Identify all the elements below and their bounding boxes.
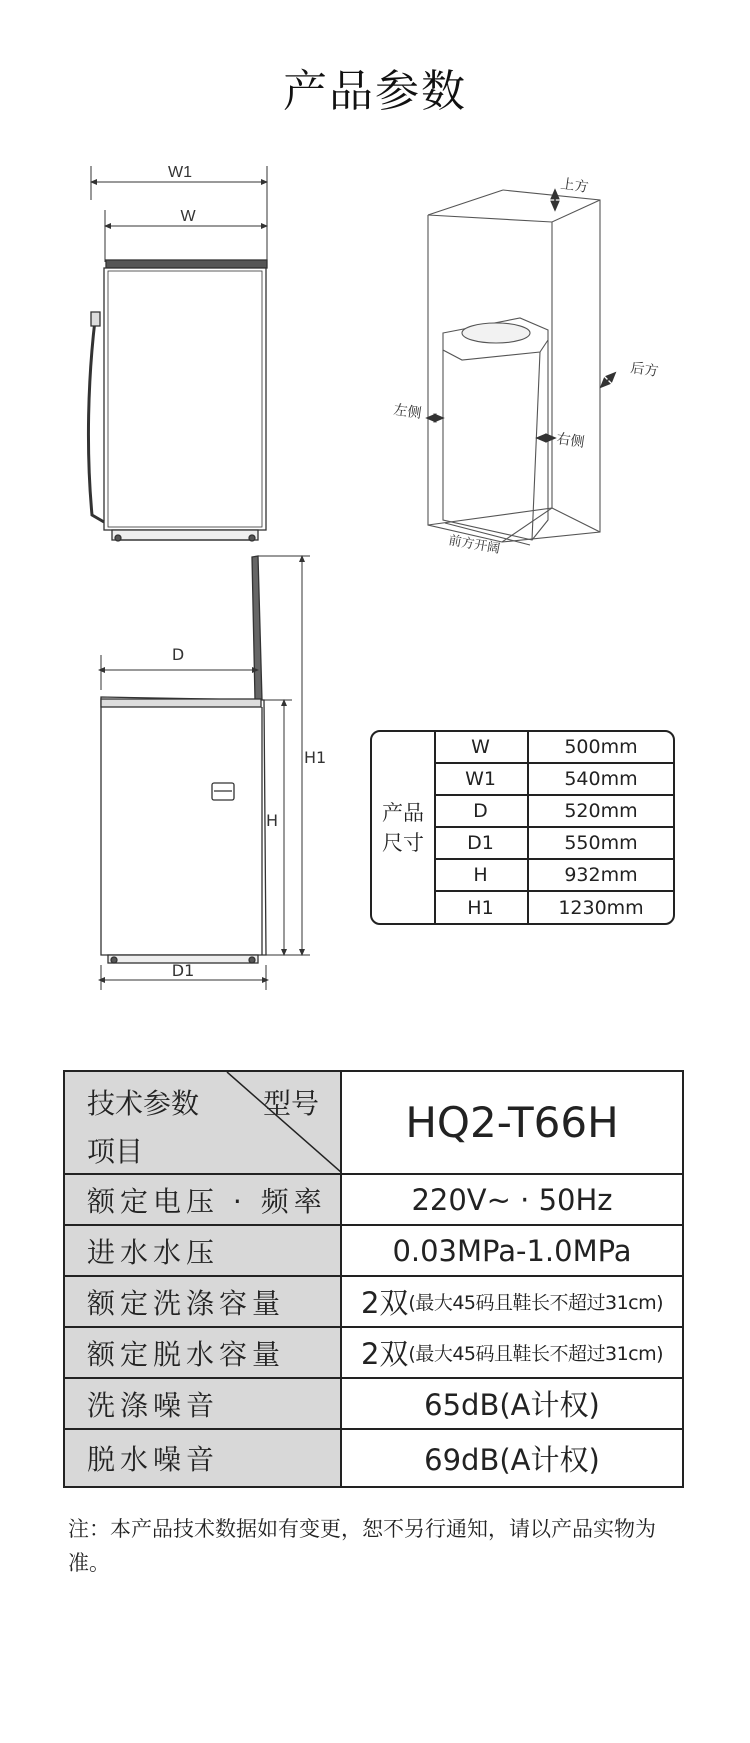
front-view-drawing: [88, 166, 267, 541]
spec-row: [65, 1175, 682, 1226]
spec-value: [342, 1277, 682, 1326]
dimension-key: D1: [434, 828, 529, 858]
spec-value-text: 2双: [360, 1286, 409, 1320]
spec-name: 脱水噪音: [65, 1430, 342, 1486]
spec-row: [65, 1226, 682, 1277]
dimension-value: 540mm: [564, 768, 638, 790]
spec-name: 洗涤噪音: [65, 1379, 342, 1428]
model-number: HQ2-T66H: [342, 1072, 682, 1173]
spec-header-corner: [65, 1072, 342, 1173]
spec-value-text: 69dB(A计权): [424, 1442, 600, 1477]
installation-space-drawing: [428, 190, 600, 545]
disclaimer-note: 注：本产品技术数据如有变更，恕不另行通知，请以产品实物为准。: [68, 1517, 656, 1575]
spec-value-text: 220V~ · 50Hz: [411, 1182, 613, 1217]
spec-row: [65, 1430, 682, 1486]
space-label-left: 左侧: [392, 402, 423, 422]
dimension-value: 550mm: [564, 832, 638, 854]
spec-value: [342, 1226, 682, 1275]
dimension-table: [370, 730, 675, 925]
dimension-key: H1: [434, 892, 529, 923]
spec-row: [65, 1277, 682, 1328]
dimension-value: 500mm: [564, 736, 638, 758]
spec-row: [65, 1328, 682, 1379]
space-label-top: 上方: [559, 176, 590, 196]
spec-value: [342, 1379, 682, 1428]
space-label-front: 前方开阔: [447, 533, 502, 557]
spec-name: 额定洗涤容量: [65, 1277, 342, 1326]
dimension-label-line2: 尺寸: [382, 830, 424, 855]
space-label-back: 后方: [629, 360, 660, 380]
page-title: 产品参数: [283, 66, 467, 117]
dim-label-w: W: [180, 208, 196, 225]
header-model-label: 型号: [263, 1087, 320, 1120]
spec-name: 额定电压 · 频率: [65, 1175, 342, 1224]
header-item-label: 项目: [87, 1135, 144, 1168]
dimension-key: D: [434, 796, 529, 826]
spec-value: [342, 1430, 682, 1486]
dimension-row: [434, 892, 673, 923]
dim-label-h: H: [265, 811, 278, 830]
side-view-drawing: [101, 556, 310, 990]
dim-label-w1: W1: [168, 164, 192, 181]
spec-table: [63, 1070, 684, 1488]
dimension-value: 932mm: [564, 864, 638, 886]
dimension-value: 1230mm: [558, 896, 644, 919]
spec-row: [65, 1379, 682, 1430]
spec-value-text: 65dB(A计权): [424, 1388, 600, 1422]
spec-name: 额定脱水容量: [65, 1328, 342, 1377]
dimension-row: [434, 796, 673, 828]
dimension-row: [434, 828, 673, 860]
space-label-right: 右侧: [555, 431, 586, 451]
dimension-row: [434, 764, 673, 796]
spec-name: 进水水压: [65, 1226, 342, 1275]
dim-label-d: D: [171, 645, 185, 664]
spec-value-text: 2双: [360, 1337, 409, 1371]
header-params-label: 技术参数: [87, 1087, 200, 1120]
spec-table-header: [65, 1072, 682, 1175]
dimension-row: [434, 860, 673, 892]
spec-value-text: 0.03MPa-1.0MPa: [392, 1233, 632, 1268]
dimension-key: W1: [434, 764, 529, 794]
dimension-key: H: [434, 860, 529, 890]
dimension-key: W: [434, 732, 529, 762]
dim-label-h1: H1: [304, 748, 327, 767]
dimension-table-label: [372, 732, 436, 923]
spec-value: [342, 1328, 682, 1377]
dim-label-d1: D1: [171, 961, 195, 980]
spec-value: [342, 1175, 682, 1224]
spec-value-note: (最大45码且鞋长不超过31cm): [408, 1343, 664, 1365]
dimension-row: [434, 732, 673, 764]
spec-value-note: (最大45码且鞋长不超过31cm): [408, 1292, 664, 1314]
dimension-value: 520mm: [564, 800, 638, 822]
dimension-label-line1: 产品: [382, 800, 424, 825]
